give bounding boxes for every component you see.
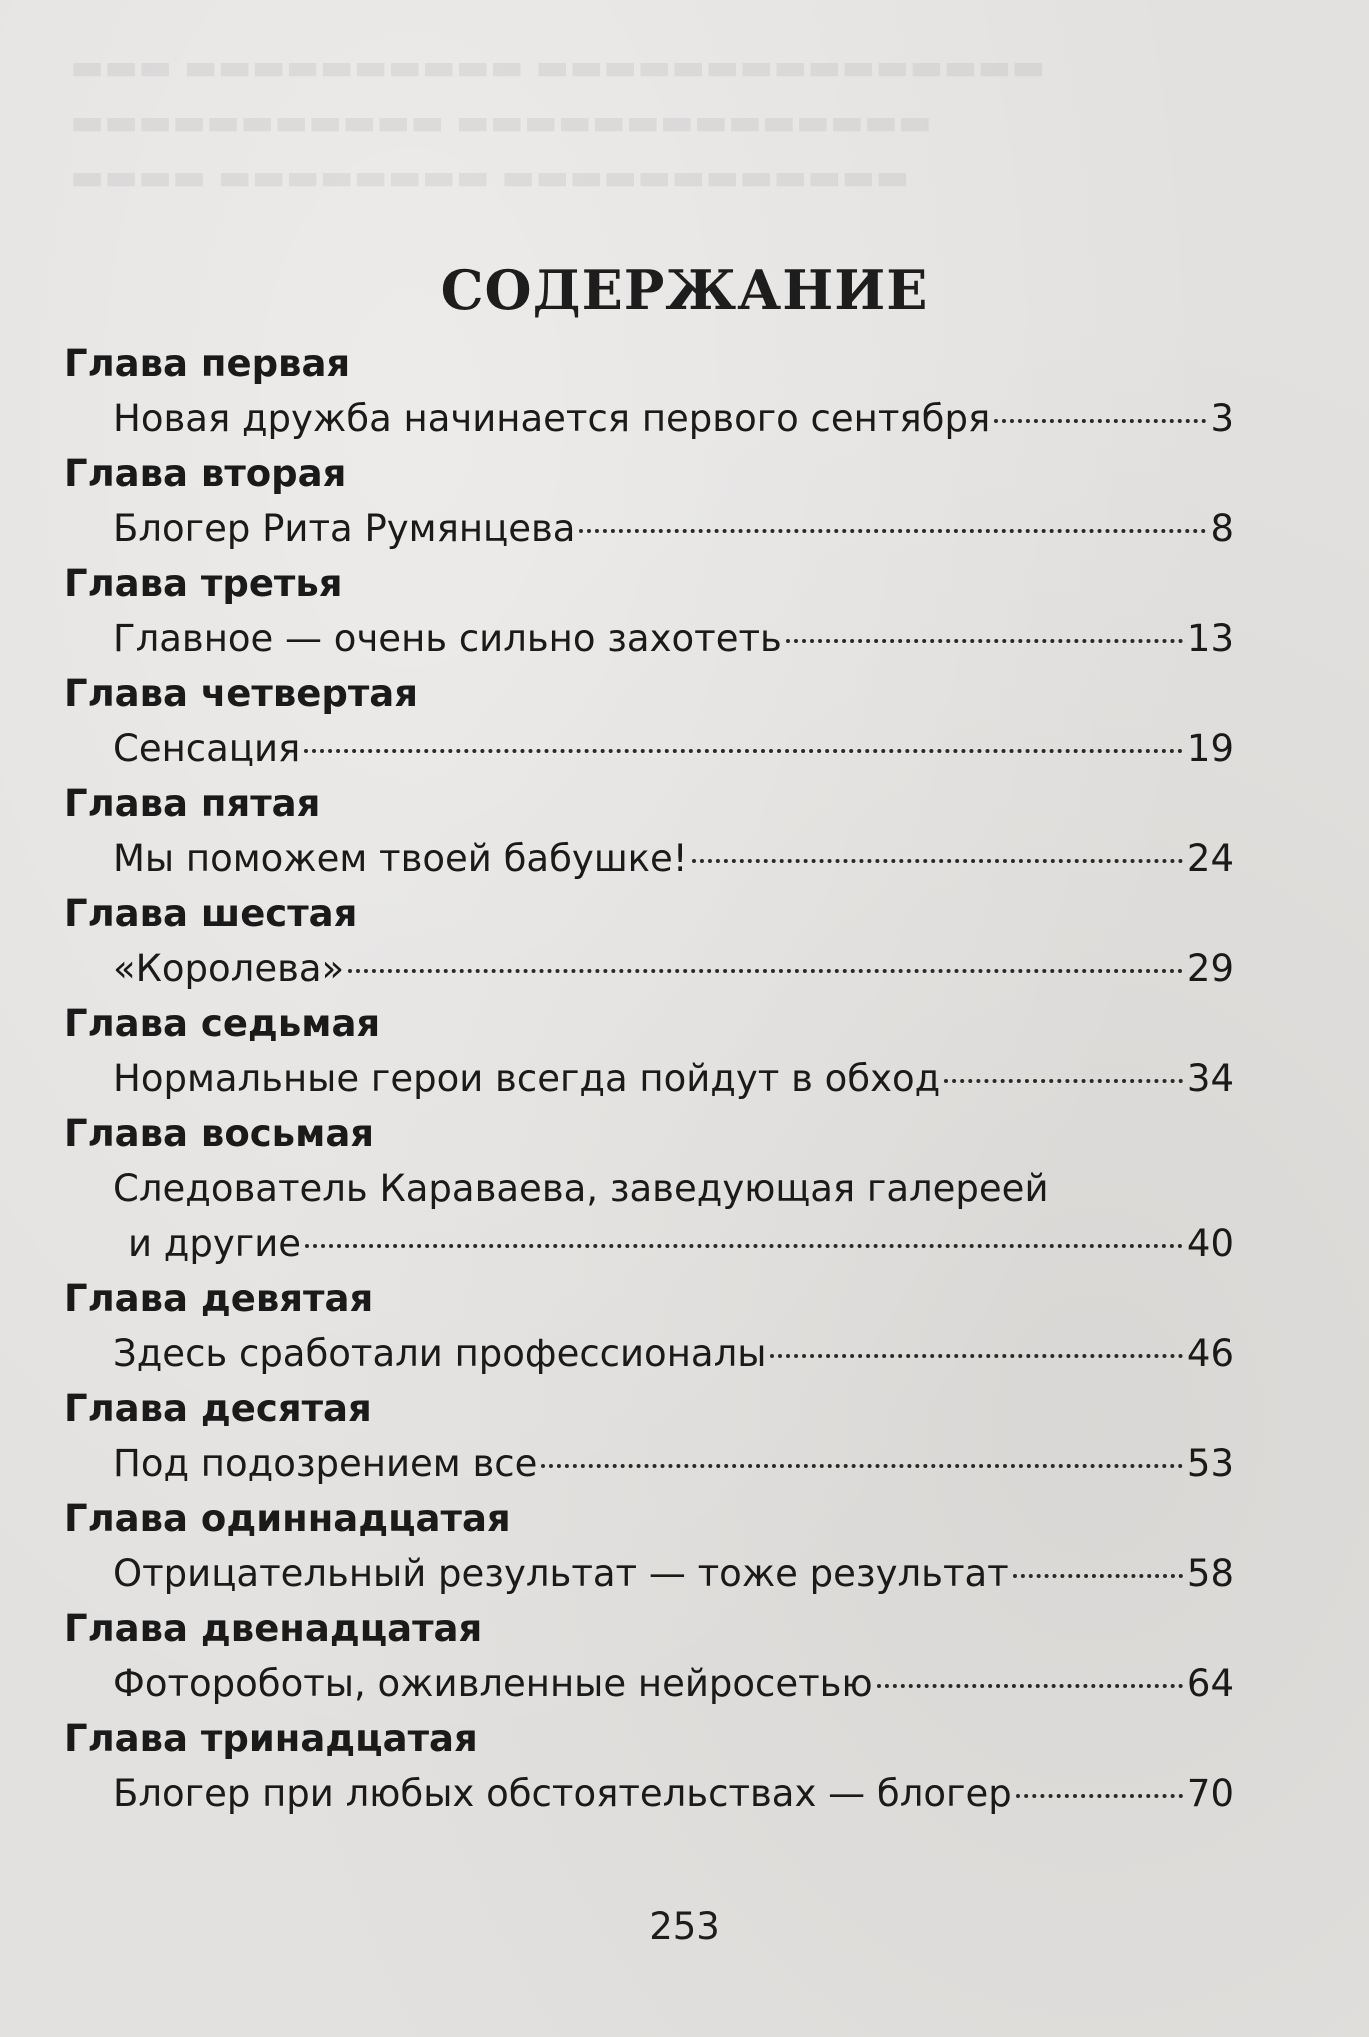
table-of-contents [64,336,1234,1821]
chapter-title: Нормальные герои всегда пойдут в обход [113,1057,941,1100]
show-through-texture: ▬▬▬ ▬▬▬▬▬▬▬▬▬▬ ▬▬▬▬▬▬▬▬▬▬▬▬▬▬▬ ▬▬▬▬▬▬▬▬▬▬▬ ▬▬▬▬▬▬▬▬▬▬▬▬▬▬ ▬▬▬▬ ▬▬▬▬▬▬▬▬ ▬▬▬▬▬▬▬▬▬▬▬▬ [70,47,1046,198]
chapter-page: 3 [1210,397,1234,440]
chapter-page: 13 [1186,617,1234,660]
chapter-title: Фотороботы, оживленные нейросетью [113,1662,873,1705]
dot-leader [877,1684,1183,1688]
chapter-title-first-line: Следователь Караваева, заведующая галереей [113,1167,1049,1210]
dot-leader [944,1079,1183,1083]
chapter-title: Отрицательный результат — тоже результат [113,1552,1009,1595]
chapter-line [113,941,1234,996]
chapter-line [113,611,1234,666]
chapter-line [113,1766,1234,1821]
chapter-title: Блогер Рита Румянцева [113,507,576,550]
toc-entry [64,1381,1234,1491]
chapter-page: 8 [1210,507,1234,550]
chapter-heading: Глава седьмая [64,1002,381,1045]
chapter-line [113,391,1234,446]
dot-leader [304,749,1183,753]
toc-entry [64,776,1234,886]
chapter-heading: Глава двенадцатая [64,1607,483,1650]
dot-leader [1013,1574,1183,1578]
dot-leader [994,419,1206,423]
chapter-page: 40 [1186,1222,1234,1265]
chapter-line [113,1436,1234,1491]
chapter-heading: Глава первая [64,342,351,385]
chapter-heading: Глава третья [64,562,343,605]
chapter-line [113,1656,1234,1711]
chapter-heading: Глава шестая [64,892,358,935]
chapter-page: 46 [1186,1332,1234,1375]
chapter-heading: Глава десятая [64,1387,372,1430]
chapter-heading: Глава восьмая [64,1112,375,1155]
chapter-line [113,721,1234,776]
dot-leader [579,529,1206,533]
chapter-heading: Глава тринадцатая [64,1717,478,1760]
chapter-heading: Глава пятая [64,782,321,825]
dot-leader [770,1354,1182,1358]
toc-entry [64,666,1234,776]
dot-leader [1016,1794,1183,1798]
toc-entry [64,1711,1234,1821]
chapter-title: Главное — очень сильно захотеть [113,617,782,660]
chapter-line [113,1326,1234,1381]
chapter-heading: Глава вторая [64,452,347,495]
dot-leader [786,639,1183,643]
chapter-heading: Глава одиннадцатая [64,1497,511,1540]
chapter-page: 58 [1186,1552,1234,1595]
chapter-page: 53 [1186,1442,1234,1485]
toc-entry [64,886,1234,996]
chapter-title: Под подозрением все [113,1442,538,1485]
chapter-page: 34 [1186,1057,1234,1100]
chapter-line [113,831,1234,886]
dot-leader [692,859,1183,863]
chapter-title: «Королева» [113,947,345,990]
toc-entry [64,1601,1234,1711]
toc-entry [64,446,1234,556]
chapter-line [128,1216,1234,1271]
chapter-title: Блогер при любых обстоятельствах — блогер [113,1772,1012,1815]
toc-entry [64,556,1234,666]
dot-leader [305,1244,1183,1248]
toc-entry [64,1106,1234,1271]
toc-entry [64,1271,1234,1381]
toc-entry [64,336,1234,446]
toc-entry [64,1491,1234,1601]
chapter-page: 64 [1186,1662,1234,1705]
dot-leader [348,969,1183,973]
chapter-page: 29 [1186,947,1234,990]
chapter-title: Мы поможем твоей бабушке! [113,837,688,880]
chapter-line [113,501,1234,556]
chapter-heading: Глава девятая [64,1277,374,1320]
page-title: СОДЕРЖАНИЕ [440,258,929,323]
dot-leader [541,1464,1183,1468]
chapter-heading: Глава четвертая [64,672,419,715]
chapter-page: 24 [1186,837,1234,880]
chapter-page: 70 [1186,1772,1234,1815]
page-number: 253 [649,1905,720,1948]
chapter-title: Здесь сработали профессионалы [113,1332,767,1375]
toc-entry [64,996,1234,1106]
chapter-line [113,1546,1234,1601]
chapter-title: и другие [128,1222,302,1265]
chapter-title: Сенсация [113,727,301,770]
chapter-line [113,1051,1234,1106]
chapter-page: 19 [1186,727,1234,770]
chapter-title: Новая дружба начинается первого сентября [113,397,991,440]
